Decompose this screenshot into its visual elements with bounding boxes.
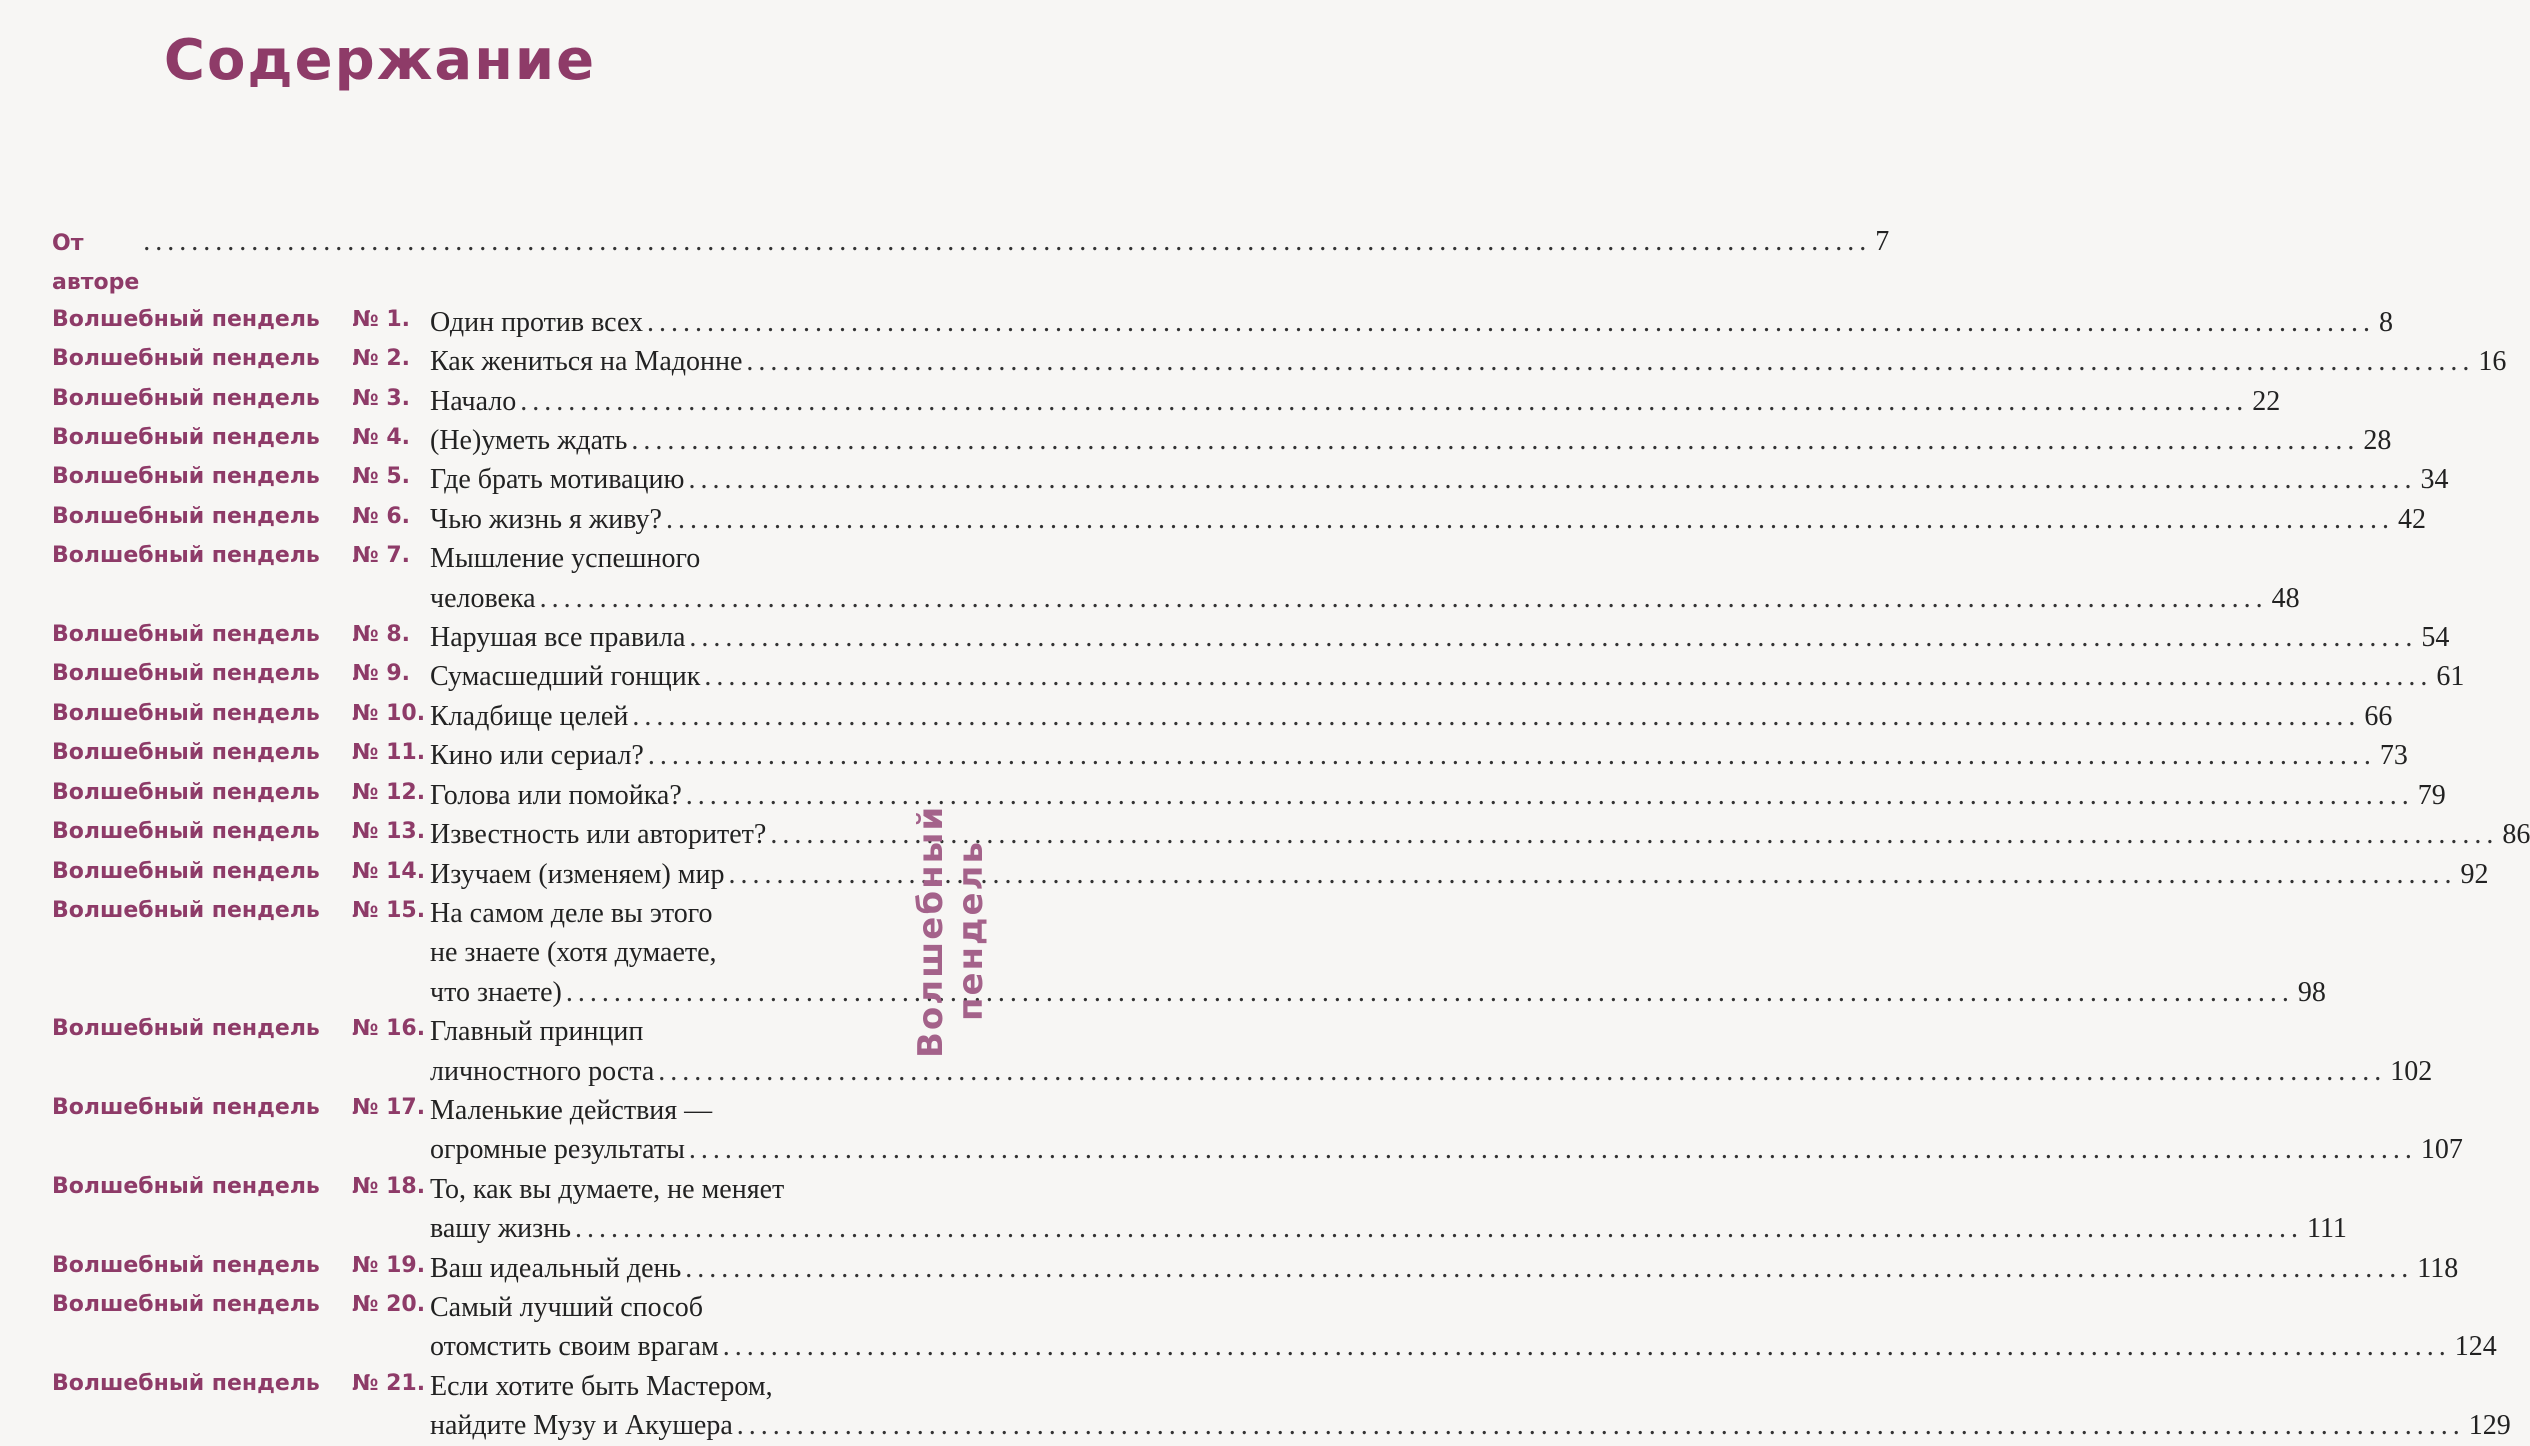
leader-dots: ................................................................................................................................................ [647, 306, 2376, 338]
leader-dots: ................................................................................................................................................ [631, 425, 2360, 457]
chapter-label [52, 779, 426, 805]
chapter-prefix: Волшебный пендель [52, 1094, 320, 1120]
toc-entry[interactable] [52, 500, 2426, 539]
chapter-title-line: Самый лучший способ [430, 1291, 703, 1323]
chapter-title-line: не знаете (хотя думаете, [430, 937, 717, 969]
chapter-prefix: Волшебный пендель [52, 622, 320, 648]
chapter-number: № 1. [352, 306, 410, 332]
chapter-label [52, 858, 426, 884]
page-number: 61 [2436, 661, 2465, 693]
leader-dots: ................................................................................................................................................ [665, 503, 2394, 535]
leader-dots: ................................................................................................................................................ [565, 976, 2294, 1008]
chapter-label [52, 346, 410, 372]
chapter-label [52, 1094, 426, 1120]
chapter-label [52, 1291, 426, 1317]
chapter-content [430, 382, 2281, 421]
chapter-number: № 14. [352, 858, 426, 884]
chapter-title-line: Мышление успешного [430, 543, 701, 575]
chapter-prefix: Волшебный пендель [52, 543, 320, 569]
toc-entry[interactable] [52, 894, 2326, 1012]
chapter-label [52, 1173, 426, 1199]
chapter-prefix: Волшебный пендель [52, 779, 320, 805]
leader-dots: ................................................................................................................................................ [658, 1055, 2387, 1087]
chapter-label [52, 661, 410, 687]
chapter-content [430, 1249, 2459, 1288]
toc-entry[interactable] [52, 657, 2465, 696]
toc-entry[interactable] [52, 1367, 2511, 1446]
page-number: 28 [2363, 425, 2392, 457]
chapter-prefix: Волшебный пендель [52, 1173, 320, 1199]
chapter-title-line: Чью жизнь я живу? [430, 503, 662, 535]
toc-entry[interactable] [52, 1012, 2433, 1091]
toc-entry[interactable] [52, 776, 2446, 815]
chapter-content [430, 855, 2489, 894]
chapter-number: № 6. [352, 503, 410, 529]
leader-dots: ................................................................................................................................................ [736, 1410, 2465, 1442]
toc-entry[interactable] [52, 1170, 2347, 1249]
toc-author-row[interactable] [52, 222, 1890, 303]
side-running-title: Волшебный пендель [911, 804, 991, 1058]
chapter-title-line: Маленькие действия — [430, 1094, 713, 1126]
chapter-prefix: Волшебный пендель [52, 740, 320, 766]
page-number: 48 [2271, 582, 2300, 614]
chapter-title-line: Главный принцип [430, 1016, 644, 1048]
chapter-title-line: Где брать мотивацию [430, 464, 685, 496]
page-number: 66 [2364, 700, 2393, 732]
toc-entry[interactable] [52, 815, 2530, 854]
chapter-title-line: Ваш идеальный день [430, 1252, 682, 1284]
toc-entry[interactable] [52, 342, 2507, 381]
chapter-prefix: Волшебный пендель [52, 306, 320, 332]
toc-entry[interactable] [52, 855, 2489, 894]
page-number: 79 [2417, 779, 2446, 811]
page-number: 34 [2420, 464, 2449, 496]
chapter-content [430, 657, 2465, 696]
chapter-number: № 21. [352, 1370, 426, 1396]
chapter-content [430, 1091, 2463, 1170]
leader-dots: ................................................................................................................................................ [574, 1213, 2303, 1245]
leader-dots: ................................................................................................................................................ [722, 1331, 2451, 1363]
chapter-content [430, 1367, 2511, 1446]
leader-dots: ................................................................................................................................................ [685, 1252, 2414, 1284]
page-number: 124 [2454, 1331, 2497, 1363]
chapter-content [430, 303, 2394, 342]
toc-entry[interactable] [52, 303, 2394, 342]
chapter-prefix: Волшебный пендель [52, 1252, 320, 1278]
page-number: 129 [2468, 1410, 2511, 1442]
chapter-title-line: Сумасшедший гонщик [430, 661, 701, 693]
chapter-title-line: Как жениться на Мадонне [430, 346, 743, 378]
chapter-number: № 7. [352, 543, 410, 569]
chapter-prefix: Волшебный пендель [52, 464, 320, 490]
leader-dots: ................................................................................................................................................ [770, 819, 2499, 851]
toc-entry[interactable] [52, 539, 2300, 618]
chapter-title-line: Голова или помойка? [430, 779, 682, 811]
chapter-number: № 17. [352, 1094, 426, 1120]
chapter-title-line: Один против всех [430, 306, 644, 338]
chapter-title-line: человека [430, 582, 536, 614]
chapter-title-line: вашу жизнь [430, 1213, 571, 1245]
author-label: От авторе [52, 231, 140, 296]
chapter-number: № 11. [352, 740, 426, 766]
chapter-content [430, 460, 2449, 499]
chapter-label [52, 464, 410, 490]
chapter-number: № 3. [352, 385, 410, 411]
chapter-content [430, 815, 2530, 854]
leader-dots: ................................................................................................................................................ [728, 858, 2457, 890]
chapter-content [430, 342, 2507, 381]
chapter-title-line: Известность или авторитет? [430, 819, 767, 851]
chapter-prefix: Волшебный пендель [52, 1370, 320, 1396]
chapter-label [52, 622, 410, 648]
chapter-title-line: что знаете) [430, 976, 562, 1008]
chapter-content [430, 894, 2326, 1012]
chapter-content [430, 500, 2426, 539]
chapter-label [52, 385, 410, 411]
chapter-label [52, 503, 410, 529]
page-number: 111 [2306, 1213, 2347, 1245]
chapter-title-line: Изучаем (изменяем) мир [430, 858, 725, 890]
chapter-content [430, 1288, 2497, 1367]
chapter-content [430, 1170, 2347, 1249]
chapter-label [52, 543, 410, 569]
chapter-content [430, 736, 2408, 775]
leader-dots: ................................................................................................................................................ [539, 582, 2268, 614]
chapter-prefix: Волшебный пендель [52, 858, 320, 884]
chapter-title-line: огромные результаты [430, 1134, 685, 1166]
chapter-content [430, 776, 2446, 815]
toc-entry[interactable] [52, 1288, 2497, 1367]
page-number: 86 [2502, 819, 2530, 851]
chapter-number: № 18. [352, 1173, 426, 1199]
chapter-prefix: Волшебный пендель [52, 503, 320, 529]
chapter-number: № 8. [352, 622, 410, 648]
chapter-prefix: Волшебный пендель [52, 700, 320, 726]
chapter-prefix: Волшебный пендель [52, 819, 320, 845]
leader-dots: ................................................................................................................................................ [647, 740, 2376, 772]
leader-dots: ................................................................................................................................................ [143, 226, 1872, 257]
toc-entry[interactable] [52, 697, 2393, 736]
chapter-title-line: На самом деле вы этого [430, 897, 713, 929]
chapter-content [430, 1012, 2433, 1091]
chapter-number: № 13. [352, 819, 426, 845]
leader-dots: ................................................................................................................................................ [689, 622, 2418, 654]
chapter-content [430, 618, 2450, 657]
chapter-label [52, 1016, 426, 1042]
chapter-title-line: Начало [430, 385, 517, 417]
chapter-number: № 9. [352, 661, 410, 687]
page-number: 73 [2379, 740, 2408, 772]
chapter-title-line: Кладбище целей [430, 700, 629, 732]
leader-dots: ................................................................................................................................................ [632, 700, 2361, 732]
chapter-title-line: найдите Музу и Акушера [430, 1410, 733, 1442]
chapter-title-line: личностного роста [430, 1055, 655, 1087]
chapter-prefix: Волшебный пендель [52, 1016, 320, 1042]
chapter-content [430, 421, 2392, 460]
chapter-label [52, 897, 426, 923]
page-number: 22 [2252, 385, 2281, 417]
chapter-title-line: Если хотите быть Мастером, [430, 1370, 773, 1402]
chapter-prefix: Волшебный пендель [52, 425, 320, 451]
toc-entry[interactable] [52, 460, 2449, 499]
toc-entry[interactable] [52, 382, 2281, 421]
chapter-number: № 15. [352, 897, 426, 923]
chapter-title-line: Нарушая все правила [430, 622, 686, 654]
chapter-label [52, 306, 410, 332]
leader-dots: ................................................................................................................................................ [688, 464, 2417, 496]
chapter-content [430, 539, 2300, 618]
chapter-prefix: Волшебный пендель [52, 897, 320, 923]
chapter-label [52, 425, 410, 451]
chapter-number: № 2. [352, 346, 410, 372]
chapter-prefix: Волшебный пендель [52, 346, 320, 372]
chapter-prefix: Волшебный пендель [52, 1291, 320, 1317]
chapter-title-line: То, как вы думаете, не меняет [430, 1173, 785, 1205]
chapter-label [52, 1252, 426, 1278]
leader-dots: ................................................................................................................................................ [688, 1134, 2417, 1166]
page-number: 42 [2397, 503, 2426, 535]
leader-dots: ................................................................................................................................................ [746, 346, 2475, 378]
page-number: 92 [2460, 858, 2489, 890]
toc-entry[interactable] [52, 1249, 2459, 1288]
toc-entry[interactable] [52, 736, 2408, 775]
chapter-prefix: Волшебный пендель [52, 661, 320, 687]
toc-entry[interactable] [52, 421, 2392, 460]
chapter-number: № 19. [352, 1252, 426, 1278]
page-number: 54 [2421, 622, 2450, 654]
page-number: 8 [2379, 306, 2394, 338]
page-title: Содержание [163, 28, 597, 93]
chapter-title-line: отомстить своим врагам [430, 1331, 719, 1363]
page-number: 118 [2417, 1252, 2459, 1284]
chapter-prefix: Волшебный пендель [52, 385, 320, 411]
chapter-label [52, 700, 426, 726]
page-number: 102 [2390, 1055, 2433, 1087]
leader-dots: ................................................................................................................................................ [685, 779, 2414, 811]
chapter-number: № 5. [352, 464, 410, 490]
chapter-number: № 10. [352, 700, 426, 726]
chapter-title-line: (Не)уметь ждать [430, 425, 628, 457]
chapter-title-line: Кино или сериал? [430, 740, 644, 772]
chapter-number: № 20. [352, 1291, 426, 1317]
leader-dots: ................................................................................................................................................ [520, 385, 2249, 417]
chapter-content [430, 697, 2393, 736]
chapter-label [52, 740, 426, 766]
page-number: 107 [2420, 1134, 2463, 1166]
chapter-number: № 4. [352, 425, 410, 451]
page-number: 98 [2297, 976, 2326, 1008]
table-of-contents [52, 222, 2530, 1446]
chapter-number: № 16. [352, 1016, 426, 1042]
toc-entry[interactable] [52, 1091, 2463, 1170]
chapter-label [52, 1370, 426, 1396]
chapter-label [52, 819, 426, 845]
leader-dots: ................................................................................................................................................ [704, 661, 2433, 693]
page-number: 16 [2478, 346, 2507, 378]
page-number: 7 [1875, 226, 1890, 257]
toc-entry[interactable] [52, 618, 2450, 657]
chapter-number: № 12. [352, 779, 426, 805]
